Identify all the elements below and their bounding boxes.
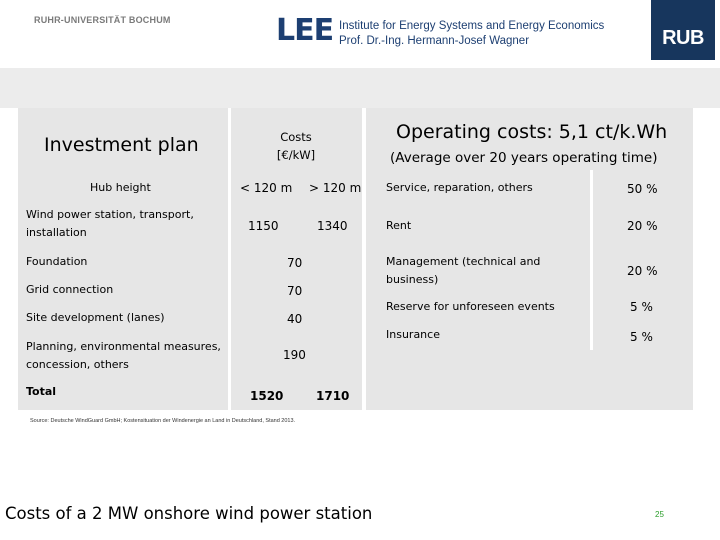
row-label-wind-station: Wind power station, transport, installation <box>26 208 194 239</box>
professor-name: Prof. Dr.-Ing. Hermann-Josef Wagner <box>339 35 530 47</box>
slide-title: Costs of a 2 MW onshore wind power station <box>5 504 373 523</box>
row-label-planning: Planning, environmental measures, concession, others <box>26 340 221 371</box>
total-label: Total <box>26 385 57 398</box>
row-label-site: Site development (lanes) <box>26 311 165 324</box>
source-note: Source: Deutsche WindGuard GmbH; Kostensituation der Windenergie an Land in Deutschland, Stand 2013. <box>30 418 296 424</box>
op-row-label-reserve: Reserve for unforeseen events <box>386 300 555 313</box>
page-number: 25 <box>655 510 664 519</box>
investment-plan-title: Investment plan <box>44 134 199 156</box>
institute-name: Institute for Energy Systems and Energy Economics <box>339 20 605 32</box>
row-value-foundation: 70 <box>287 256 303 270</box>
op-row-value-insurance: 5 % <box>630 330 653 344</box>
total-value-low: 1520 <box>250 389 284 403</box>
op-row-label-rent: Rent <box>386 219 412 232</box>
op-row-label-insurance: Insurance <box>386 328 440 341</box>
row-label-foundation: Foundation <box>26 255 88 268</box>
op-row-value-reserve: 5 % <box>630 300 653 314</box>
row-value-site: 40 <box>287 312 303 326</box>
lee-logo: LEE <box>276 13 334 48</box>
operating-costs-title: Operating costs: 5,1 ct/k.Wh <box>396 121 668 143</box>
operating-costs-subtitle: (Average over 20 years operating time) <box>390 150 658 166</box>
university-logo-text: RUHR-UNIVERSITÄT BOCHUM <box>34 15 171 25</box>
rub-logo: RUB <box>651 0 715 60</box>
op-row-value-rent: 20 % <box>627 219 658 233</box>
hub-height-low: < 120 m <box>240 181 293 195</box>
op-row-label-management: Management (technical and business) <box>386 255 541 286</box>
op-row-value-service: 50 % <box>627 182 658 196</box>
hub-height-label: Hub height <box>90 181 151 194</box>
row-value-wind-station-low: 1150 <box>248 219 279 233</box>
costs-unit-header: Costs [€/kW] <box>276 130 316 162</box>
row-label-grid: Grid connection <box>26 283 114 296</box>
total-value-high: 1710 <box>316 389 350 403</box>
op-row-value-management: 20 % <box>627 264 658 278</box>
column-divider <box>590 170 593 350</box>
row-value-grid: 70 <box>287 284 303 298</box>
row-value-planning: 190 <box>283 348 306 362</box>
op-row-label-service: Service, reparation, others <box>386 181 533 194</box>
column-divider <box>362 108 366 410</box>
row-value-wind-station-high: 1340 <box>317 219 348 233</box>
hub-height-high: > 120 m <box>309 181 362 195</box>
header-band <box>0 68 720 108</box>
column-divider <box>228 108 231 410</box>
